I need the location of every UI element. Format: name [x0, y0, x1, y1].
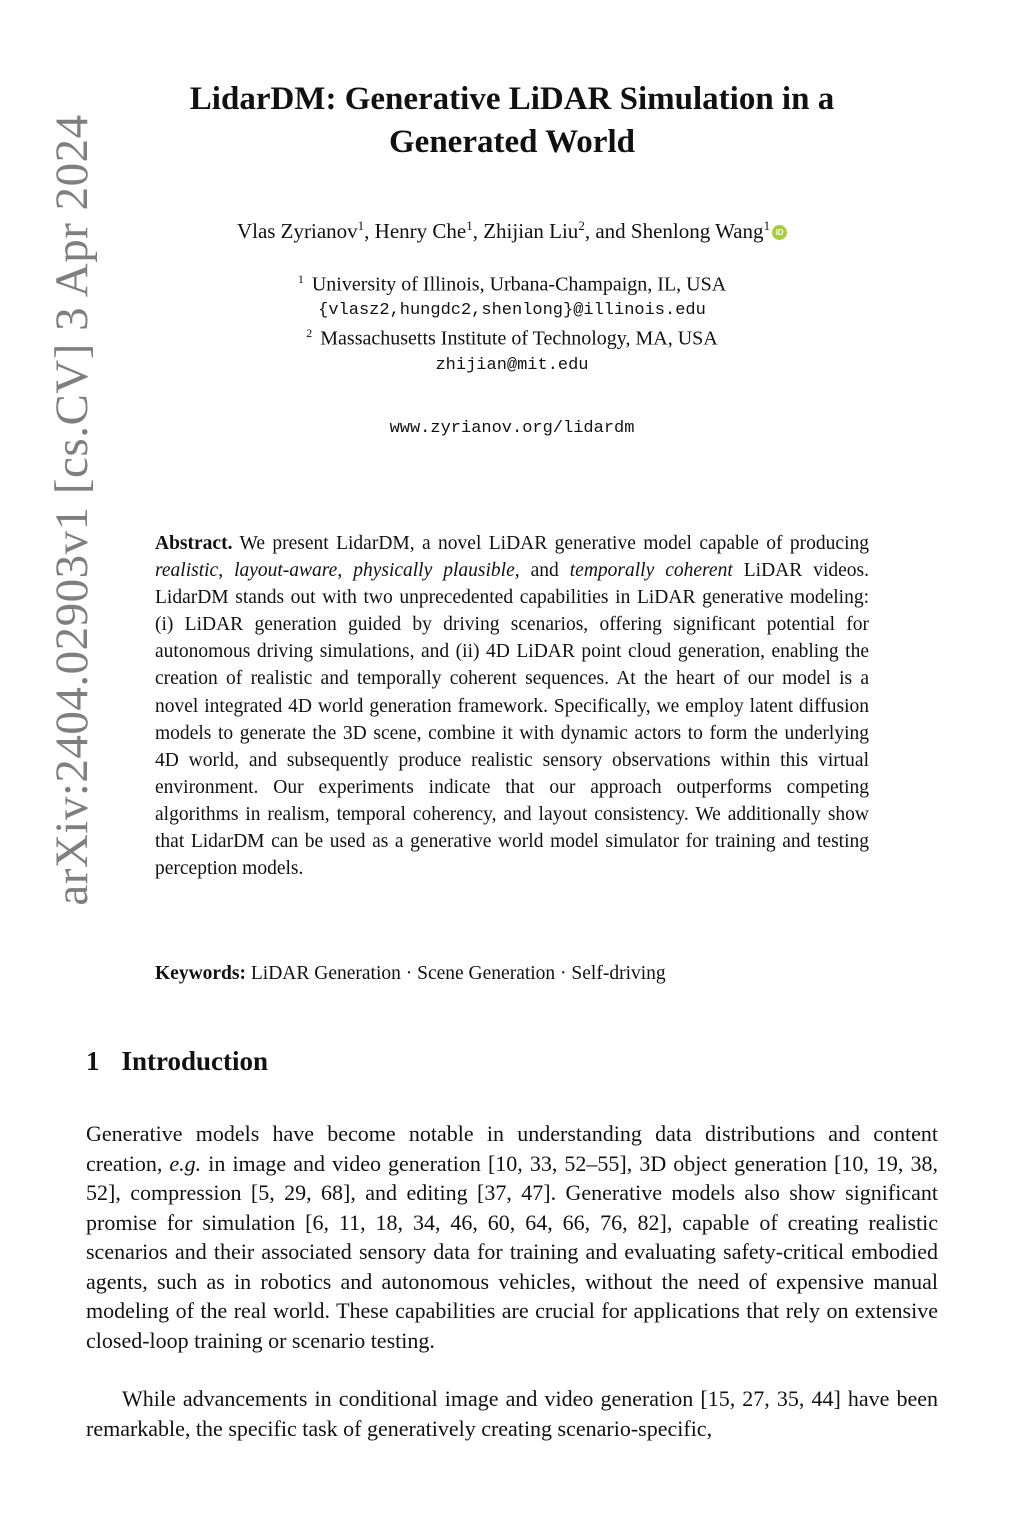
paper-title — [100, 78, 924, 164]
abstract — [155, 530, 869, 882]
author-list: Vlas Zyrianov$^1$, Henry Che$^1$, Zhijian Liu$^2$, and Shenlong Wang$^1$ iD — [100, 218, 924, 244]
affiliation-1-email: {vlasz2,hungdc2,shenlong}@illinois.edu — [318, 301, 706, 320]
affiliation-mark: 1 — [297, 272, 304, 286]
paragraph-text: in image and video generation [10, 33, 52–55], 3D object generation [10, 19, 38, 52], compression [5, 29, 68], and editing [37, 47]. Generative models also show significant promise for simulation [6, 11, 18, 34, 46, 60, 64, 66, 76, 82], capable of creating realistic scenarios and their associated sensory data for training and evaluating safety-critical embodied agents, such as in robotics and autonomous vehicles, without the need of expensive manual modeling of the real world. These capabilities are crucial for applications that rely on extensive closed-loop training or scenario testing. — [86, 1150, 938, 1353]
affiliation-mark: 2 — [306, 326, 313, 340]
abstract-emphasis: temporally coherent — [569, 560, 733, 582]
abstract-text: We present LidarDM, a novel LiDAR generative model capable of producing — [239, 533, 869, 554]
author-name: Henry Che — [374, 219, 467, 243]
author-name: and Shenlong Wang — [595, 219, 764, 243]
abstract-text: , and — [514, 560, 570, 582]
orcid-icon[interactable]: iD — [772, 225, 787, 240]
section-heading — [86, 1046, 268, 1077]
author-name: Vlas Zyrianov — [236, 219, 358, 243]
section-number: 1 — [86, 1046, 100, 1076]
title-line-1: LidarDM: Generative LiDAR Simulation in a — [189, 81, 835, 117]
paragraph-text: Generative models have become notable in understanding data distributions and content creation, — [86, 1121, 938, 1176]
abstract-emphasis: physically plausible — [353, 560, 515, 582]
abstract-text: , — [337, 560, 354, 582]
keywords-label: Keywords: — [155, 963, 246, 984]
intro-paragraph-1 — [86, 1119, 938, 1355]
author-affil-mark: 1 — [357, 218, 365, 233]
keywords — [155, 963, 869, 985]
abstract-text: LiDAR videos. LidarDM stands out with two unprecedented capabilities in LiDAR generative modeling: (i) LiDAR generation guided by driving scenarios, offering significant potential for autonomous driving simulations, and (ii) 4D LiDAR point cloud generation, enabling the creation of realistic and temporally coherent sequences. At the heart of our model is a novel integrated 4D world generation framework. Specifically, we employ latent diffusion models to generate the 3D scene, combine it with dynamic actors to form the underlying 4D world, and subsequently produce realistic sensory observations within this virtual environment. Our experiments indicate that our approach outperforms competing algorithms in realism, temporal coherency, and layout consistency. We additionally show that LidarDM can be used as a generative world model simulator for training and testing perception models. — [155, 560, 870, 880]
affiliation-1 — [100, 272, 924, 297]
arxiv-stamp: arXiv:2404.02903v1 [cs.CV] 3 Apr 2024 — [46, 114, 98, 906]
author-affil-mark: 1 — [466, 218, 473, 233]
affiliation-name: Massachusetts Institute of Technology, MA, USA — [320, 327, 718, 350]
author-name: Zhijian Liu — [483, 219, 579, 243]
abstract-text: , — [218, 560, 235, 582]
intro-paragraph-2: While advancements in conditional image and video generation [15, 27, 35, 44] have been remarkable, the specific task of generatively creating scenario-specific, — [86, 1386, 938, 1441]
abstract-emphasis: layout-aware — [234, 560, 338, 582]
project-website-link[interactable]: www.zyrianov.org/lidardm — [389, 419, 635, 438]
paragraph-emphasis: e.g. — [169, 1150, 202, 1176]
title-line-2: Generated World — [389, 124, 635, 160]
affiliation-name: University of Illinois, Urbana-Champaign, IL, USA — [311, 273, 727, 296]
author-affil-mark: 1 — [763, 218, 771, 233]
abstract-emphasis: realistic — [155, 560, 219, 582]
section-title: Introduction — [121, 1046, 269, 1076]
affiliation-2-email: zhijian@mit.edu — [435, 356, 589, 375]
abstract-label: Abstract. — [155, 533, 233, 554]
keywords-text: LiDAR Generation · Scene Generation · Self-driving — [250, 963, 666, 984]
affiliation-2 — [100, 326, 924, 351]
author-affil-mark: 2 — [578, 218, 585, 233]
